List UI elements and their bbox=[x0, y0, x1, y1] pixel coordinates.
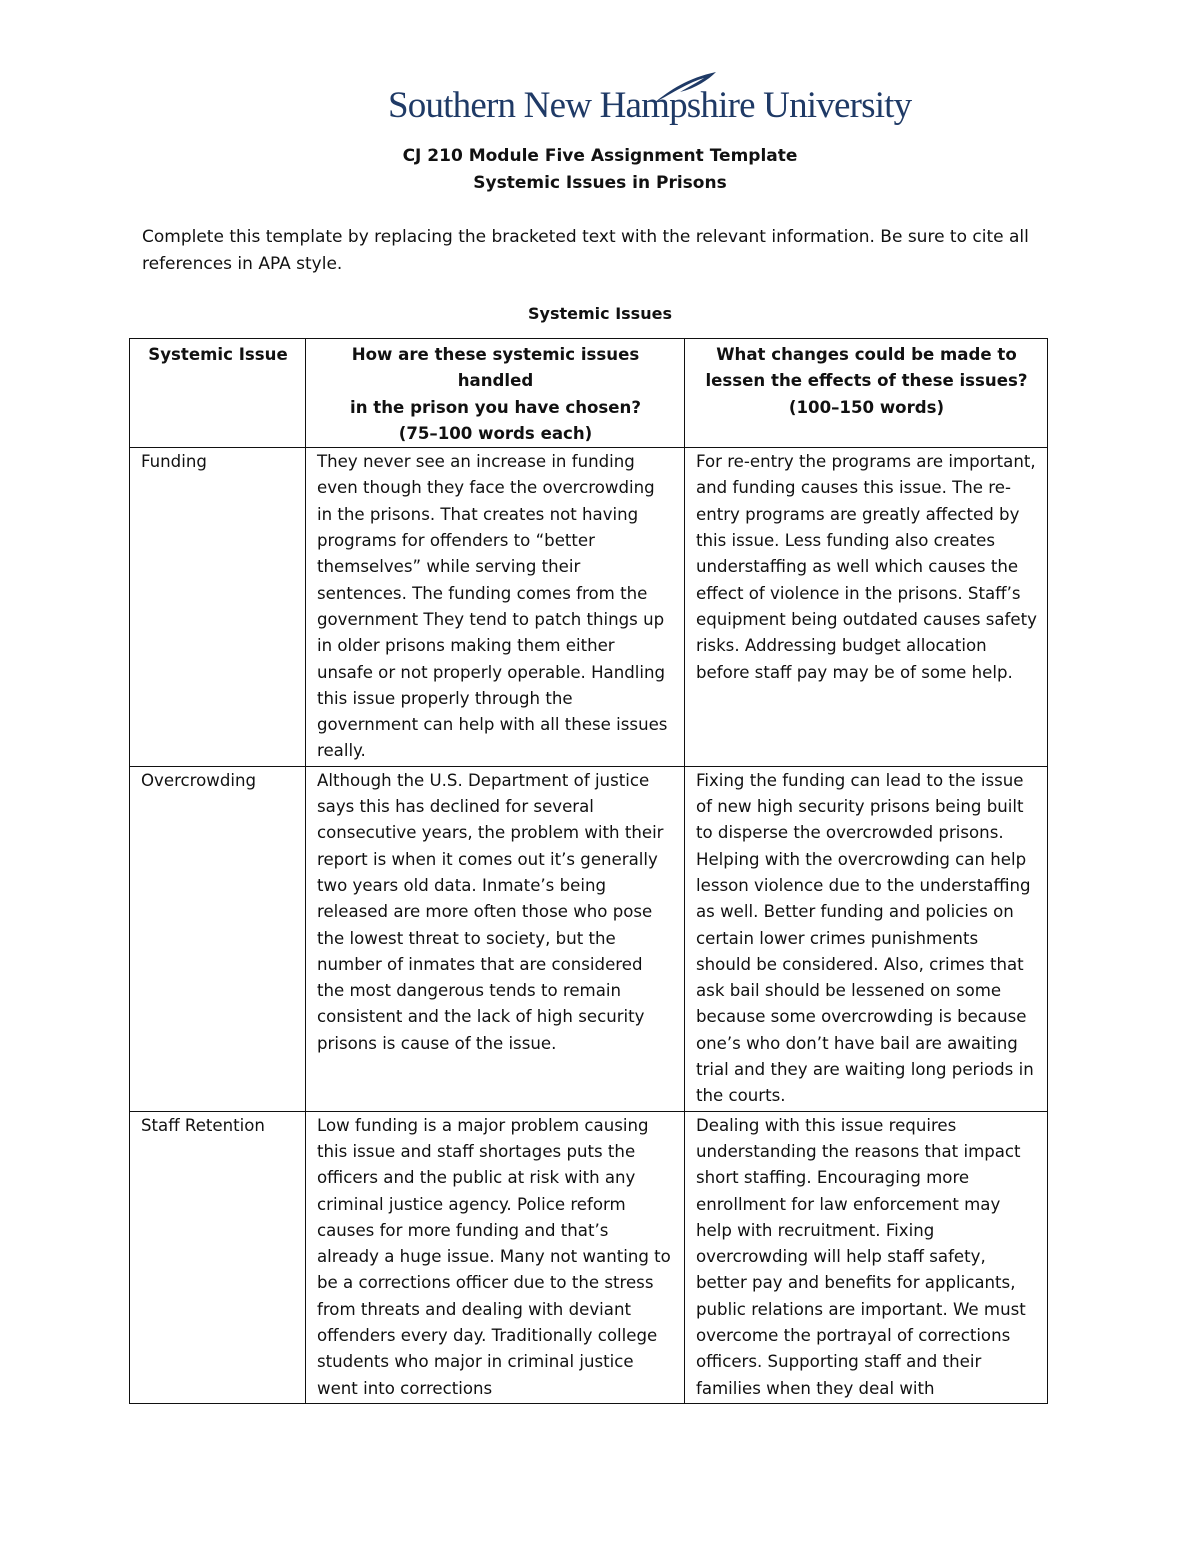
logo-wordmark: Southern New Hampshire University bbox=[388, 85, 912, 126]
header-line: in the prison you have chosen? bbox=[350, 397, 641, 417]
header-line: How are these systemic issues handled bbox=[351, 345, 640, 391]
header-line: (75–100 words each) bbox=[398, 423, 593, 443]
table-header-row bbox=[130, 339, 1048, 448]
quill-icon bbox=[650, 70, 720, 104]
university-logo bbox=[388, 70, 912, 136]
changes-cell: For re-entry the programs are important, and funding causes this issue. The re-entry programs are greatly affected by this issue. Less funding also creates understaffing as well which causes the effect of violence in the prisons. Staff’s equipment being outdated causes safety risks. Addressing budget allocation before staff pay may be of some help. bbox=[685, 448, 1048, 767]
issue-cell: Staff Retention bbox=[130, 1111, 306, 1403]
handling-cell: Although the U.S. Department of justice says this has declined for several consecutive years, the problem with their report is when it comes out it’s generally two years old data. Inmate’s being released are more often those who pose the lowest threat to society, but the number of inmates that are considered the most dangerous tends to remain consistent and the lack of high security prisons is cause of the issue. bbox=[306, 766, 685, 1111]
header-line: Systemic Issue bbox=[148, 345, 288, 364]
header-line: (100–150 words) bbox=[788, 397, 945, 417]
changes-cell: Dealing with this issue requires understanding the reasons that impact short staffing. Encouraging more enrollment for law enforcement may help with recruitment. Fixing overcrowding will help staff safety, better pay and benefits for applicants, public relations are important. We must overcome the portrayal of corrections officers. Supporting staff and their families when they deal with bbox=[685, 1111, 1048, 1403]
header-line: lessen the effects of these issues? bbox=[705, 371, 1028, 391]
table-title: Systemic Issues bbox=[528, 304, 672, 323]
handling-cell: Low funding is a major problem causing this issue and staff shortages puts the officers and the public at risk with any criminal justice agency. Police reform causes for more funding and that’s already a huge issue. Many not wanting to be a corrections officer due to the stress from threats and dealing with deviant offenders every day. Traditionally college students who major in criminal justice went into corrections bbox=[306, 1111, 685, 1403]
document-subtitle: Systemic Issues in Prisons bbox=[473, 173, 727, 193]
header-systemic-issue bbox=[130, 339, 306, 448]
issue-cell: Funding bbox=[130, 448, 306, 767]
table-row bbox=[130, 448, 1048, 767]
document-title: CJ 210 Module Five Assignment Template bbox=[402, 146, 798, 166]
instructions-paragraph: Complete this template by replacing the bracketed text with the relevant information. Be sure to cite all references in APA style. bbox=[142, 227, 1029, 274]
header-handling bbox=[306, 339, 685, 448]
header-line: What changes could be made to bbox=[716, 345, 1017, 364]
header-changes bbox=[685, 339, 1048, 448]
changes-cell: Fixing the funding can lead to the issue of new high security prisons being built to disperse the overcrowded prisons. Helping with the overcrowding can help lesson violence due to the understaffing as well. Better funding and policies on certain lower crimes punishments should be considered. Also, crimes that ask bail should be lessened on some because some overcrowding is because one’s who don’t have bail are awaiting trial and they are waiting long periods in the courts. bbox=[685, 766, 1048, 1111]
systemic-issues-table bbox=[129, 338, 1048, 1404]
table-row bbox=[130, 766, 1048, 1111]
table-row bbox=[130, 1111, 1048, 1403]
handling-cell: They never see an increase in funding even though they face the overcrowding in the prisons. That creates not having programs for offenders to “better themselves” while serving their sentences. The funding comes from the government They tend to patch things up in older prisons making them either unsafe or not properly operable. Handling this issue properly through the government can help with all these issues really. bbox=[306, 448, 685, 767]
issue-cell: Overcrowding bbox=[130, 766, 306, 1111]
